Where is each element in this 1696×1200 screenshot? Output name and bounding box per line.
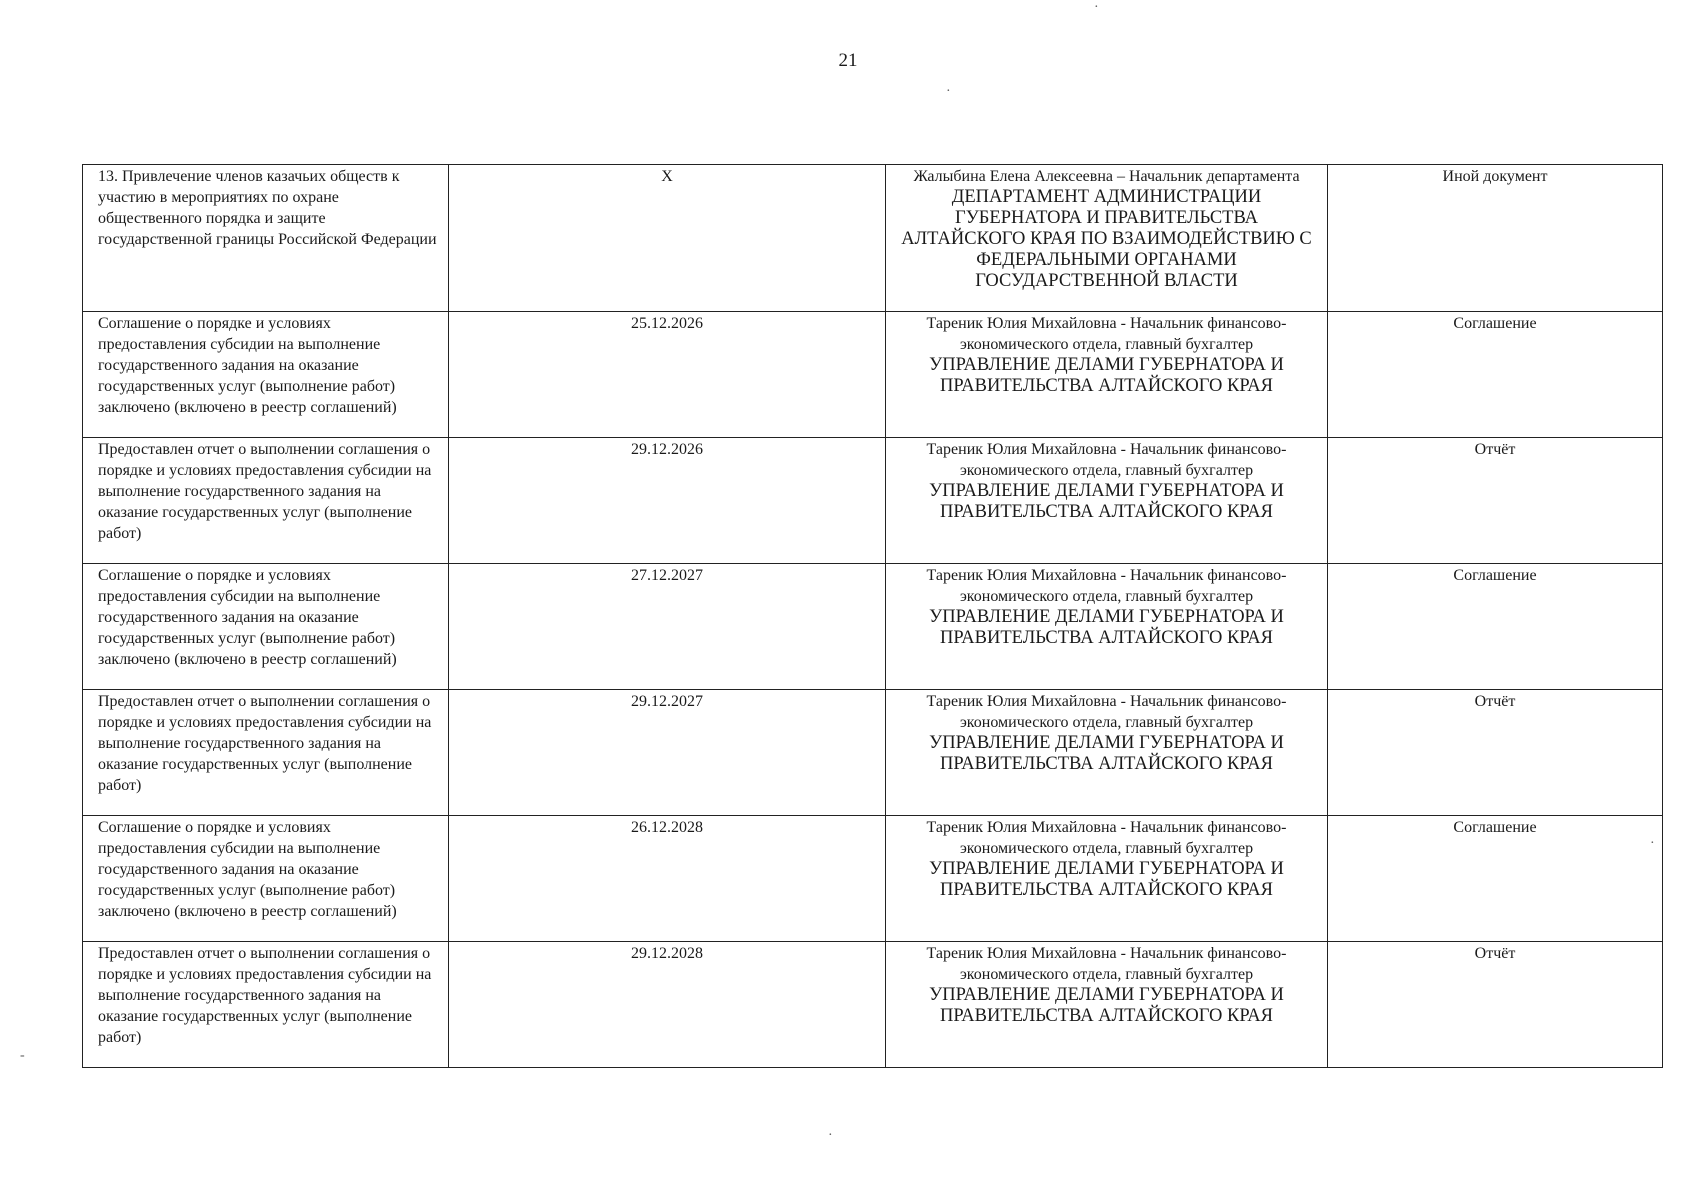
document-type: Отчёт [1328,438,1663,564]
responsible-person: Тареник Юлия Михайловна - Начальник финансово-экономического отдела, главный бухгалтер [926,819,1287,857]
event-date: 29.12.2026 [449,438,886,564]
event-description: Предоставлен отчет о выполнении соглашения о порядке и условиях предоставления субсидии на выполнение государственного задания на оказание государственных услуг (выполнение работ) [83,690,449,816]
scan-speck: - [20,1048,25,1063]
document-type: Соглашение [1328,564,1663,690]
event-date: 25.12.2026 [449,312,886,438]
table-row [83,312,1663,438]
responsible-organization: ДЕПАРТАМЕНТ АДМИНИСТРАЦИИ ГУБЕРНАТОРА И ПРАВИТЕЛЬСТВА АЛТАЙСКОГО КРАЯ ПО ВЗАИМОДЕЙСТВИЮ С ФЕДЕРАЛЬНЫМИ ОРГАНАМИ ГОСУДАРСТВЕННОЙ ВЛАСТИ [901,187,1312,291]
page-number: 21 [838,50,858,71]
document-type: Отчёт [1328,942,1663,1068]
event-description: Соглашение о порядке и условиях предоставления субсидии на выполнение государственного задания на оказание государственных услуг (выполнение работ) заключено (включено в реестр соглашений) [83,816,449,942]
document-type: Отчёт [1328,690,1663,816]
responsible-person: Тареник Юлия Михайловна - Начальник финансово-экономического отдела, главный бухгалтер [926,945,1287,983]
event-description: Предоставлен отчет о выполнении соглашения о порядке и условиях предоставления субсидии на выполнение государственного задания на оказание государственных услуг (выполнение работ) [83,942,449,1068]
event-date: 26.12.2028 [449,816,886,942]
responsible-organization: УПРАВЛЕНИЕ ДЕЛАМИ ГУБЕРНАТОРА И ПРАВИТЕЛЬСТВА АЛТАЙСКОГО КРАЯ [929,355,1284,396]
responsible-cell [886,942,1328,1068]
responsible-cell [886,564,1328,690]
responsible-person: Жалыбина Елена Алексеевна – Начальник департамента [913,168,1300,185]
scan-speck: · [1094,0,1099,15]
event-date: X [449,165,886,312]
document-type: Соглашение [1328,816,1663,942]
event-description: Предоставлен отчет о выполнении соглашения о порядке и условиях предоставления субсидии на выполнение государственного задания на оказание государственных услуг (выполнение работ) [83,438,449,564]
plan-table [82,164,1663,1068]
event-description: Соглашение о порядке и условиях предоставления субсидии на выполнение государственного задания на оказание государственных услуг (выполнение работ) заключено (включено в реестр соглашений) [83,564,449,690]
table-row [83,816,1663,942]
table-row [83,564,1663,690]
table-row [83,165,1663,312]
event-description: Соглашение о порядке и условиях предоставления субсидии на выполнение государственного задания на оказание государственных услуг (выполнение работ) заключено (включено в реестр соглашений) [83,312,449,438]
responsible-organization: УПРАВЛЕНИЕ ДЕЛАМИ ГУБЕРНАТОРА И ПРАВИТЕЛЬСТВА АЛТАЙСКОГО КРАЯ [929,859,1284,900]
responsible-organization: УПРАВЛЕНИЕ ДЕЛАМИ ГУБЕРНАТОРА И ПРАВИТЕЛЬСТВА АЛТАЙСКОГО КРАЯ [929,733,1284,774]
document-type: Соглашение [1328,312,1663,438]
scan-speck: · [828,1128,833,1143]
scan-speck: · [1650,836,1655,851]
responsible-person: Тареник Юлия Михайловна - Начальник финансово-экономического отдела, главный бухгалтер [926,693,1287,731]
responsible-cell [886,312,1328,438]
document-type: Иной документ [1328,165,1663,312]
table-row [83,942,1663,1068]
scan-speck: · [946,84,951,99]
responsible-cell [886,165,1328,312]
event-description: 13. Привлечение членов казачьих обществ к участию в мероприятиях по охране общественного порядка и защите государственной границы Российской Федерации [83,165,449,312]
responsible-organization: УПРАВЛЕНИЕ ДЕЛАМИ ГУБЕРНАТОРА И ПРАВИТЕЛЬСТВА АЛТАЙСКОГО КРАЯ [929,985,1284,1026]
responsible-person: Тареник Юлия Михайловна - Начальник финансово-экономического отдела, главный бухгалтер [926,441,1287,479]
table-row [83,438,1663,564]
responsible-person: Тареник Юлия Михайловна - Начальник финансово-экономического отдела, главный бухгалтер [926,315,1287,353]
event-date: 29.12.2027 [449,690,886,816]
responsible-cell [886,438,1328,564]
event-date: 29.12.2028 [449,942,886,1068]
responsible-cell [886,690,1328,816]
responsible-organization: УПРАВЛЕНИЕ ДЕЛАМИ ГУБЕРНАТОРА И ПРАВИТЕЛЬСТВА АЛТАЙСКОГО КРАЯ [929,607,1284,648]
responsible-person: Тареник Юлия Михайловна - Начальник финансово-экономического отдела, главный бухгалтер [926,567,1287,605]
responsible-organization: УПРАВЛЕНИЕ ДЕЛАМИ ГУБЕРНАТОРА И ПРАВИТЕЛЬСТВА АЛТАЙСКОГО КРАЯ [929,481,1284,522]
responsible-cell [886,816,1328,942]
table-row [83,690,1663,816]
event-date: 27.12.2027 [449,564,886,690]
